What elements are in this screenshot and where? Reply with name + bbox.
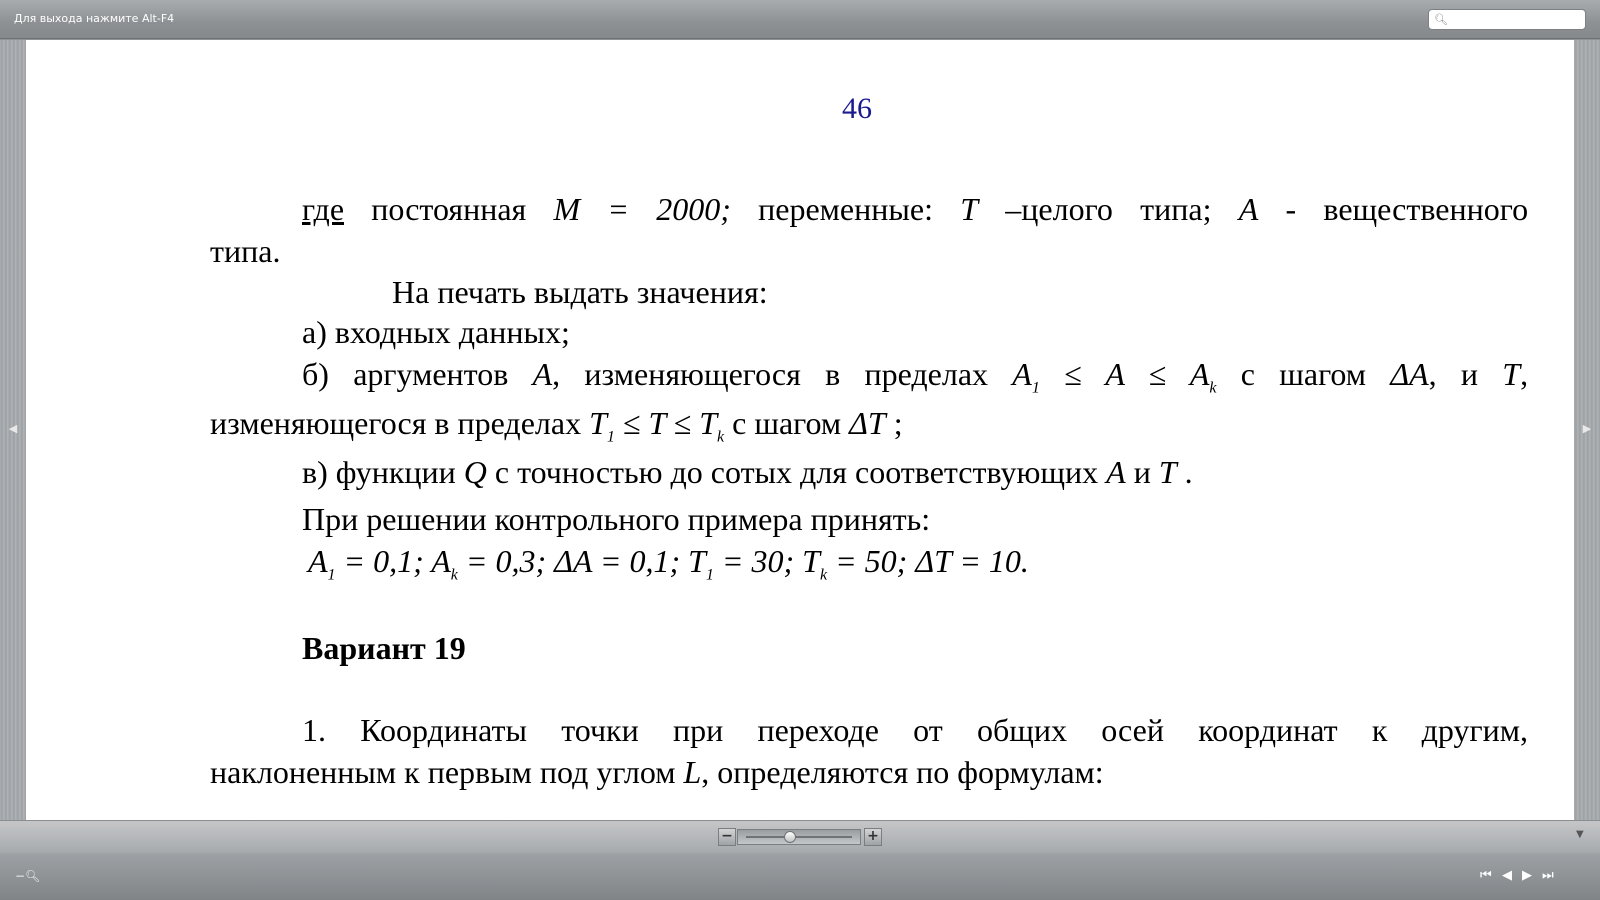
zoom-in-button[interactable]: + [864,828,882,846]
text: в) функции [302,454,456,490]
var-T: T [1502,356,1521,392]
search-box[interactable] [1428,9,1586,30]
paragraph-3: а) входных данных; [302,314,570,350]
subscript: 1 [606,428,615,446]
chevron-left-icon: ◀ [8,422,18,435]
var: T [589,405,607,441]
text: , [1520,356,1529,392]
text: = 30; T [713,543,820,579]
prev-page-button[interactable]: ◀ [1502,868,1512,883]
zoom-slider-handle[interactable] [784,831,796,843]
text: , изменяющегося в пределах [552,356,989,392]
next-page-button[interactable]: ▶ [1522,868,1532,883]
var-dA: ΔA [1390,356,1429,392]
subscript: k [717,428,725,446]
subscript: k [1209,379,1217,397]
zoom-out-button[interactable]: − [718,828,736,846]
text: = 0,1; A [335,543,451,579]
var-A: A [1106,454,1126,490]
zoom-slider-track [746,836,852,838]
var-Q: Q [463,454,487,490]
prev-page-side-button[interactable] [0,40,26,820]
subscript: 1 [327,566,336,584]
top-toolbar [0,0,1600,39]
var-A: A [532,356,553,392]
text: наклоненным к первым под углом [210,754,676,790]
search-icon: 🔍︎ [1434,13,1448,26]
text: , и [1428,356,1479,392]
exit-hint: Для выхода нажмите Alt-F4 [14,12,175,25]
zoom-toggle-icon[interactable]: −🔍︎ [15,869,41,883]
search-input[interactable] [1447,11,1581,28]
document-page [26,40,1574,820]
text: постоянная [371,191,527,227]
text: и [1133,454,1151,490]
text: = 0,3; ΔA = 0,1; T [457,543,706,579]
chevron-down-icon[interactable]: ▼ [1576,829,1584,840]
text: переменные: [758,191,933,227]
var: A [308,543,328,579]
subscript: 1 [1031,379,1040,397]
text: ≤ A ≤ [1064,356,1167,392]
text: . [1184,454,1193,490]
formula [589,405,725,446]
var-M: M [553,191,581,227]
text: с шагом [732,405,842,441]
chevron-right-icon: ▶ [1582,422,1592,435]
paragraph-1-cont: типа. [210,233,281,269]
paragraph-6: При решении контрольного примера принять: [302,501,931,537]
text: ≤ T ≤ [622,405,692,441]
text: изменяющегося в пределах [210,405,582,441]
text: - вещественного [1285,191,1529,227]
next-page-side-button[interactable] [1574,40,1600,820]
var-T: T [960,191,979,227]
formula [1012,356,1217,397]
var: T [699,405,718,441]
text: с точностью до сотых для соответствующих [494,454,1099,490]
text: = 50; ΔT = 10. [827,543,1029,579]
subscript: k [819,566,828,584]
text: = 2000; [607,191,731,227]
variant-heading: Вариант 19 [302,630,466,666]
page-number: 46 [842,92,872,125]
var-dT: ΔT [849,405,886,441]
var: A [1189,356,1210,392]
subscript: k [450,566,458,584]
zoom-bar [0,820,1600,854]
text: с шагом [1240,356,1367,392]
last-page-button[interactable]: ⏭ [1542,868,1554,883]
paragraph-5 [302,453,1193,491]
zoom-slider[interactable] [737,829,861,845]
text: –целого типа; [1005,191,1212,227]
paragraph-1 [302,190,1528,228]
subscript: 1 [705,566,714,584]
paragraph-4 [302,355,1528,407]
formula-values [308,542,1029,594]
var-L: L [683,754,702,790]
text-gde: где [302,191,345,227]
text: , определяются по формулам: [701,754,1104,790]
text: ; [893,405,903,441]
paragraph-8-cont [210,753,1104,791]
paragraph-4-cont [210,404,903,456]
var-A: A [1238,191,1259,227]
bottom-toolbar [0,853,1600,900]
paragraph-8: 1. Координаты точки при переходе от общих осей координат к другим, [302,712,1528,748]
var-T: T [1158,454,1177,490]
paragraph-2: На печать выдать значения: [392,274,768,310]
var: A [1012,356,1032,392]
first-page-button[interactable]: ⏮ [1480,868,1492,883]
text: б) аргументов [302,356,509,392]
